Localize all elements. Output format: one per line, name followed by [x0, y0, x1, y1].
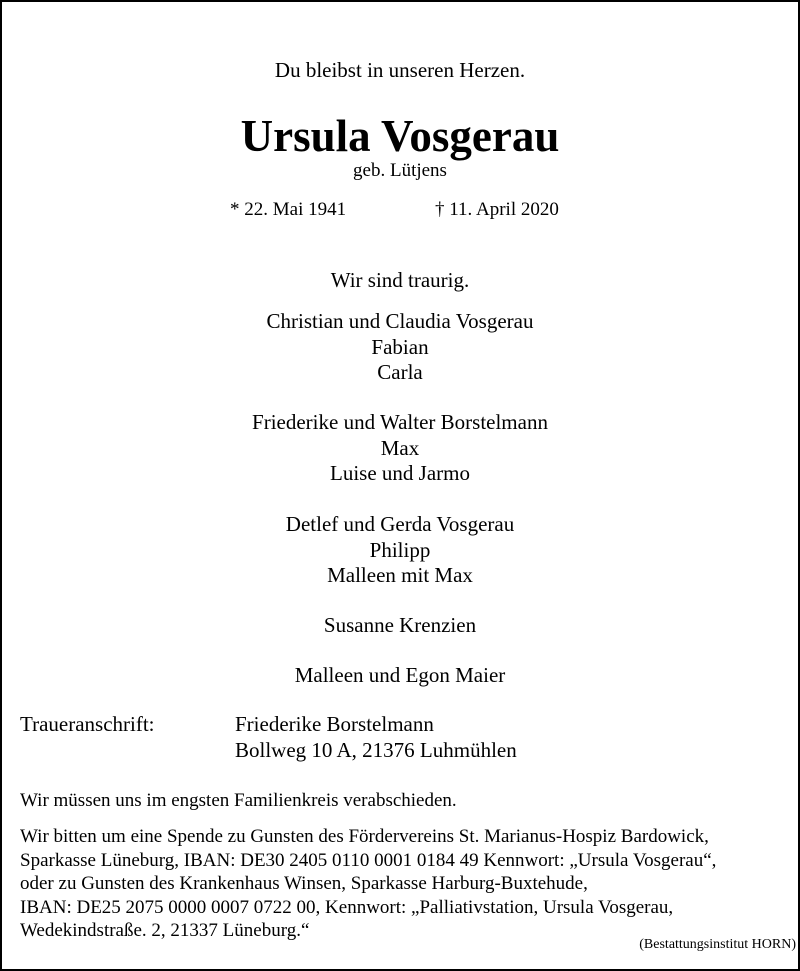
- mourning-address: [235, 712, 517, 763]
- death-date: † 11. April 2020: [435, 199, 559, 220]
- donation-line: oder zu Gunsten des Krankenhaus Winsen, Sparkasse Harburg-Buxtehude,: [20, 873, 588, 894]
- family-group-5: [2, 663, 798, 689]
- farewell-note: Wir müssen uns im engsten Familienkreis verabschieden.: [20, 790, 457, 811]
- maiden-name: geb. Lütjens: [353, 160, 447, 181]
- family-member: Philipp: [369, 537, 431, 562]
- family-group-2: [2, 410, 798, 487]
- family-member: Christian und Claudia Vosgerau: [266, 309, 534, 333]
- undertaker-credit: (Bestattungsinstitut HORN): [639, 937, 796, 952]
- donation-line: Sparkasse Lüneburg, IBAN: DE30 2405 0110 0001 0184 49 Kennwort: „Ursula Vosgerau“,: [20, 849, 717, 871]
- family-member: Carla: [377, 360, 423, 384]
- family-member: Malleen und Egon Maier: [294, 663, 506, 687]
- family-member: Detlef und Gerda Vosgerau: [285, 512, 515, 536]
- donation-line: IBAN: DE25 2075 0000 0007 0722 00, Kennwort: „Palliativstation, Ursula Vosgerau,: [20, 896, 674, 918]
- birth-date: * 22. Mai 1941: [230, 199, 347, 220]
- address-line: Bollweg 10 A, 21376 Luhmühlen: [235, 737, 517, 762]
- family-member: Susanne Krenzien: [323, 613, 477, 637]
- family-group-3: [2, 512, 798, 589]
- family-member: Max: [380, 435, 420, 460]
- deceased-name: Ursula Vosgerau: [240, 111, 560, 161]
- family-member: Friederike und Walter Borstelmann: [252, 410, 548, 434]
- motto: Du bleibst in unseren Herzen.: [274, 58, 526, 82]
- address-label: Traueranschrift:: [20, 712, 155, 736]
- family-group-1: [2, 309, 798, 386]
- donation-line: Wir bitten um eine Spende zu Gunsten des Fördervereins St. Marianus-Hospiz Bardowick,: [20, 826, 709, 847]
- donation-request: [20, 825, 800, 943]
- family-member: Luise und Jarmo: [330, 461, 470, 485]
- address-line: Friederike Borstelmann: [235, 712, 434, 736]
- family-group-4: [2, 613, 798, 639]
- family-member: Fabian: [371, 334, 429, 359]
- mourning-line: Wir sind traurig.: [330, 268, 470, 292]
- family-member: Malleen mit Max: [327, 563, 473, 587]
- donation-line: Wedekindstraße. 2, 21337 Lüneburg.“: [20, 920, 310, 941]
